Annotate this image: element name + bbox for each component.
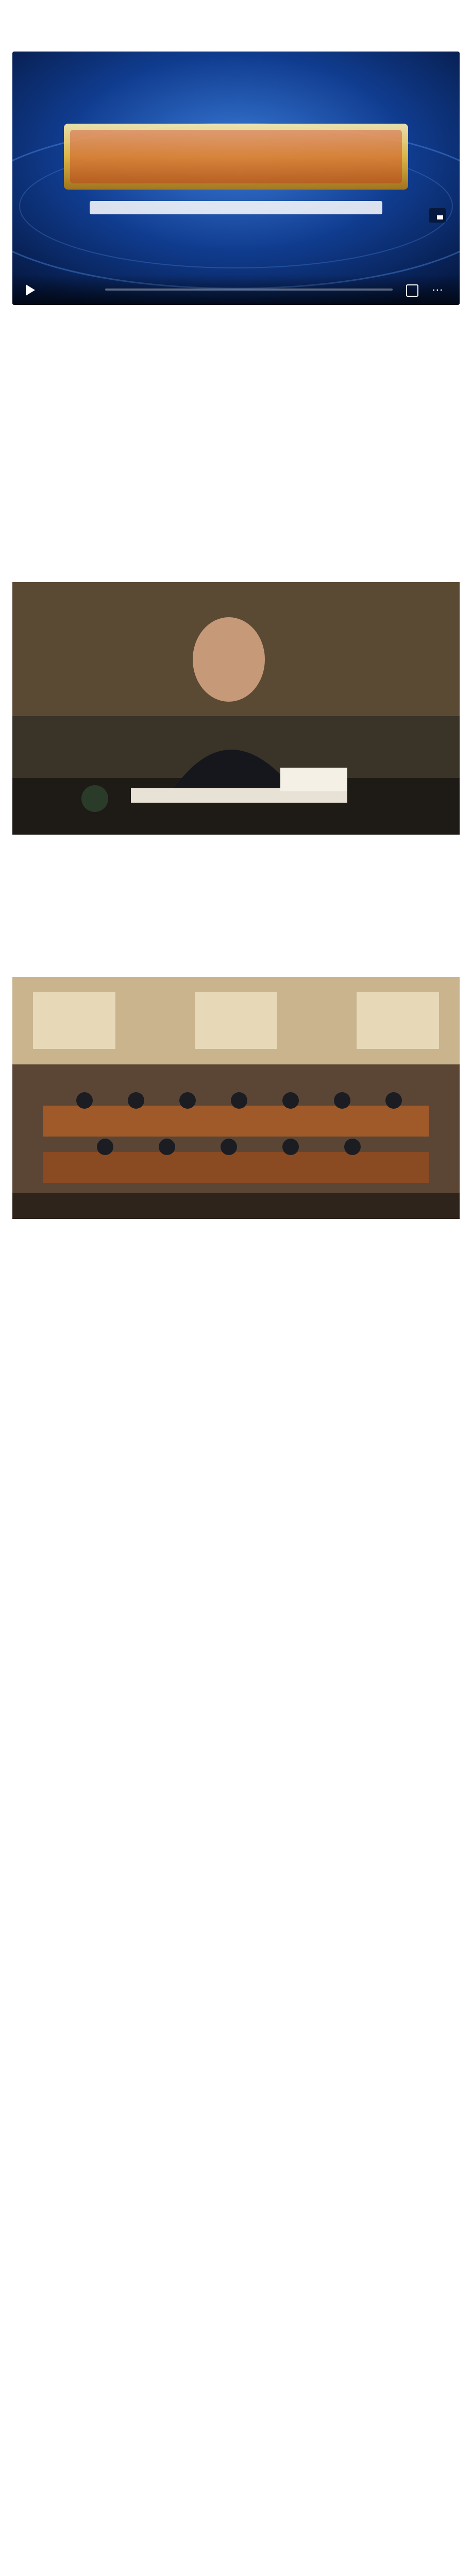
body-paragraph: [12, 2080, 460, 2201]
video-player[interactable]: [12, 52, 460, 305]
photo-caption: [12, 835, 460, 850]
body-paragraph: [12, 1942, 460, 2080]
body-paragraph: [12, 2201, 460, 2357]
subhead-3: [12, 365, 460, 381]
article-meta: [12, 32, 460, 52]
body-paragraph: [12, 2357, 460, 2461]
video-progress-bar[interactable]: [105, 289, 393, 291]
subhead-2: [12, 348, 460, 365]
body-paragraph: [12, 1493, 460, 1649]
subhead-1: [12, 332, 460, 348]
body-paragraph: [12, 1234, 460, 1493]
body-paragraph: [12, 899, 460, 965]
fullscreen-icon[interactable]: [406, 284, 418, 297]
article-title: [12, 0, 460, 32]
photo-speaker-image: [12, 582, 460, 835]
news-logo-banner: [64, 124, 408, 190]
video-frame: [12, 52, 460, 305]
photo-caption: [12, 1219, 460, 1234]
photo-speaker: [12, 582, 460, 835]
body-paragraph: [12, 381, 460, 571]
body-paragraph: [12, 2461, 460, 2576]
body-paragraph: [12, 850, 460, 899]
body-paragraph: [12, 1649, 460, 1804]
picture-in-picture-icon[interactable]: [429, 208, 446, 223]
video-controls: [12, 274, 460, 305]
more-options-icon[interactable]: ⋯: [432, 284, 443, 297]
play-icon[interactable]: [26, 284, 35, 296]
lead-title: [12, 305, 460, 332]
photo-meeting-image: [12, 977, 460, 1219]
body-paragraph: [12, 1804, 460, 1942]
photo-meeting: [12, 977, 460, 1219]
